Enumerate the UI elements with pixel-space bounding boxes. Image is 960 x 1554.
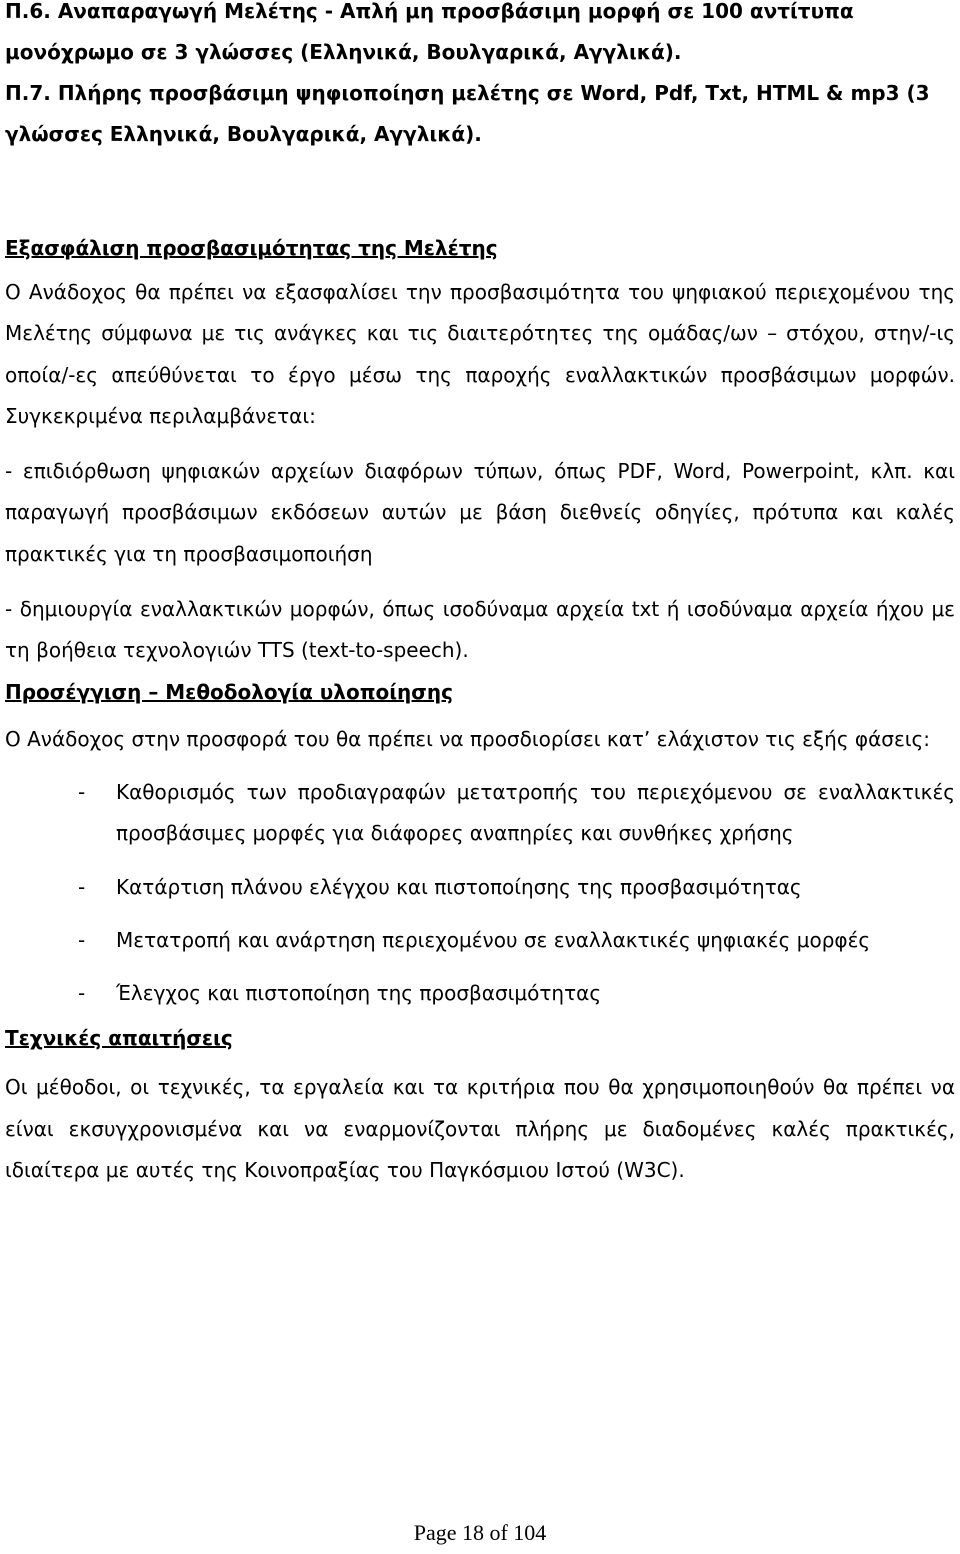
page-footer bbox=[0, 1519, 960, 1547]
list-item-text: Καθορισμός των προδιαγραφών μετατροπής του περιεχόμενου σε εναλλακτικές προσβάσιμες μορφές για διάφορες αναπηρίες και συνθήκες χρήσης bbox=[116, 779, 955, 846]
section-heading-approach: Προσέγγιση – Μεθοδολογία υλοποίησης bbox=[5, 679, 453, 704]
list-item bbox=[5, 772, 955, 855]
list-dash: - bbox=[78, 779, 86, 804]
list-dash: - bbox=[78, 874, 86, 899]
approach-intro-paragraph: Ο Ανάδοχος στην προσφορά του θα πρέπει να προσδιορίσει κατ’ ελάχιστον τις εξής φάσεις: bbox=[5, 726, 931, 751]
list-item-text: Έλεγχος και πιστοποίηση της προσβασιμότητας bbox=[116, 981, 602, 1006]
section-heading-accessibility: Εξασφάλιση προσβασιμότητας της Μελέτης bbox=[5, 236, 498, 260]
list-item bbox=[5, 920, 955, 961]
accessibility-intro-paragraph: Ο Ανάδοχος θα πρέπει να εξασφαλίσει την προσβασιμότητα του ψηφιακού περιεχομένου της Μελέτης σύμφωνα με τις ανάγκες και τις διαιτερότητες της ομάδας/ων – στόχου, στην/-ις οποία/-ες απεύθύνεται το έργο μέσω της παροχής εναλλακτικών προσβάσιμων μορφών. Συγκεκριμένα περιλαμβάνεται: bbox=[5, 280, 955, 428]
list-dash: - bbox=[78, 981, 86, 1006]
accessibility-point-alternative-formats: - δημιουργία εναλλακτικών μορφών, όπως ισοδύναμα αρχεία txt ή ισοδύναμα αρχεία ήχου με τη βοήθεια τεχνολογιών TTS (text-to-speech). bbox=[5, 597, 955, 663]
deliverable-item-p6: Π.6. Αναπαραγωγή Μελέτης - Απλή μη προσβάσιμη μορφή σε 100 αντίτυπα μονόχρωμο σε 3 γλώσσες (Ελληνικά, Βουλγαρικά, Αγγλικά). bbox=[5, 0, 854, 64]
phases-list bbox=[5, 772, 955, 1014]
deliverable-item-p7: Π.7. Πλήρης προσβάσιμη ψηφιοποίηση μελέτης σε Word, Pdf, Txt, HTML & mp3 (3 γλώσσες Ελληνικά, Βουλγαρικά, Αγγλικά). bbox=[5, 81, 930, 146]
list-item bbox=[5, 867, 955, 908]
list-item-text: Κατάρτιση πλάνου ελέγχου και πιστοποίησης της προσβασιμότητας bbox=[116, 874, 802, 899]
list-item-text: Μετατροπή και ανάρτηση περιεχομένου σε εναλλακτικές ψηφιακές μορφές bbox=[116, 927, 871, 952]
section-heading-technical: Τεχνικές απαιτήσεις bbox=[5, 1026, 233, 1051]
document-page bbox=[5, 0, 955, 1191]
accessibility-point-remediation: - επιδιόρθωση ψηφιακών αρχείων διαφόρων τύπων, όπως PDF, Word, Powerpoint, κλπ. και παραγωγή προσβάσιμων εκδόσεων αυτών με βάση διεθνείς οδηγίες, πρότυπα και καλές πρακτικές για τη προσβασιμοποιήση bbox=[5, 459, 955, 566]
page-number: Page 18 of 104 bbox=[413, 1520, 547, 1545]
technical-requirements-paragraph: Οι μέθοδοι, οι τεχνικές, τα εργαλεία και τα κριτήρια που θα χρησιμοποιηθούν θα πρέπει να είναι εκσυγχρονισμένα και να εναρμονίζονται πλήρης με διαδομένες καλές πρακτικές, ιδιαίτερα με αυτές της Κοινοπραξίας του Παγκόσμιου Ιστού (W3C). bbox=[5, 1075, 955, 1183]
list-dash: - bbox=[78, 927, 86, 952]
list-item bbox=[5, 973, 955, 1014]
